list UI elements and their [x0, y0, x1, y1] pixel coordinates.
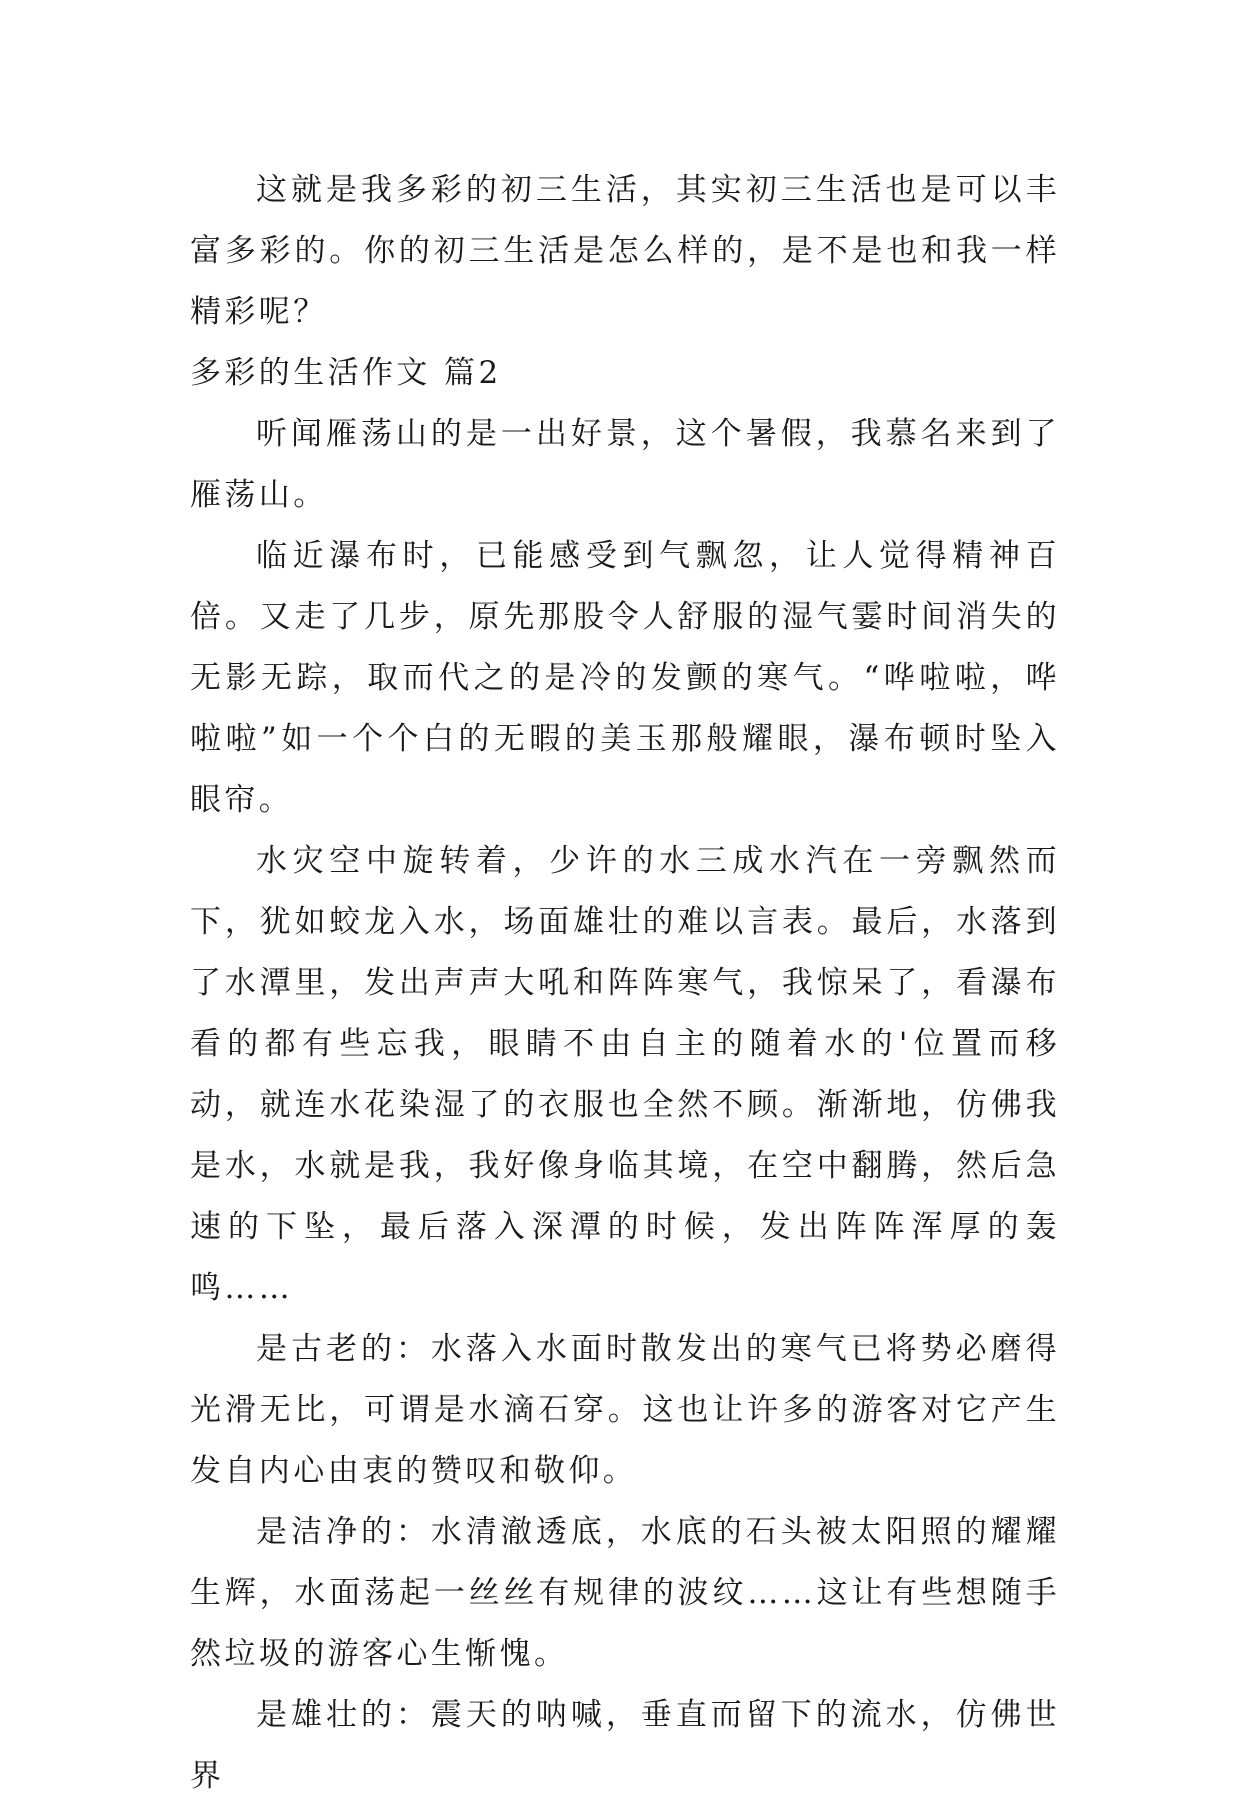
paragraph-closing: 这就是我多彩的初三生活，其实初三生活也是可以丰富多彩的。你的初三生活是怎么样的，是不是也和我一样精彩呢？: [190, 172, 1060, 330]
document-body: [190, 160, 1060, 1807]
paragraph-ancient: 是古老的：水落入水面时散发出的寒气已将势必磨得光滑无比，可谓是水滴石穿。这也让许多的游客对它产生发自内心由衷的赞叹和敬仰。: [190, 1331, 1060, 1489]
paragraph-waterfall: 水灾空中旋转着，少许的水三成水汽在一旁飘然而下，犹如蛟龙入水，场面雄壮的难以言表。最后，水落到了水潭里，发出声声大吼和阵阵寒气，我惊呆了，看瀑布看的都有些忘我，眼睛不由自主的随着水的'位置而移动，就连水花染湿了的衣服也全然不顾。渐渐地，仿佛我是水，水就是我，我好像身临其境，在空中翻腾，然后急速的下坠，最后落入深潭的时候，发出阵阵浑厚的轰鸣……: [190, 843, 1060, 1306]
section-heading: 多彩的生活作文 篇2: [190, 355, 502, 391]
paragraph-intro: 听闻雁荡山的是一出好景，这个暑假，我慕名来到了雁荡山。: [190, 416, 1060, 513]
paragraph-clean: 是洁净的：水清澈透底，水底的石头被太阳照的耀耀生辉，水面荡起一丝丝有规律的波纹……这让有些想随手然垃圾的游客心生惭愧。: [190, 1514, 1060, 1672]
paragraph-majestic: 是雄壮的：震天的呐喊，垂直而留下的流水，仿佛世界: [190, 1697, 1060, 1794]
paragraph-approach: 临近瀑布时，已能感受到气飘忽，让人觉得精神百倍。又走了几步，原先那股令人舒服的湿气霎时间消失的无影无踪，取而代之的是冷的发颤的寒气。“哗啦啦，哗啦啦”如一个个白的无暇的美玉那般耀眼，瀑布顿时坠入眼帘。: [190, 538, 1060, 818]
